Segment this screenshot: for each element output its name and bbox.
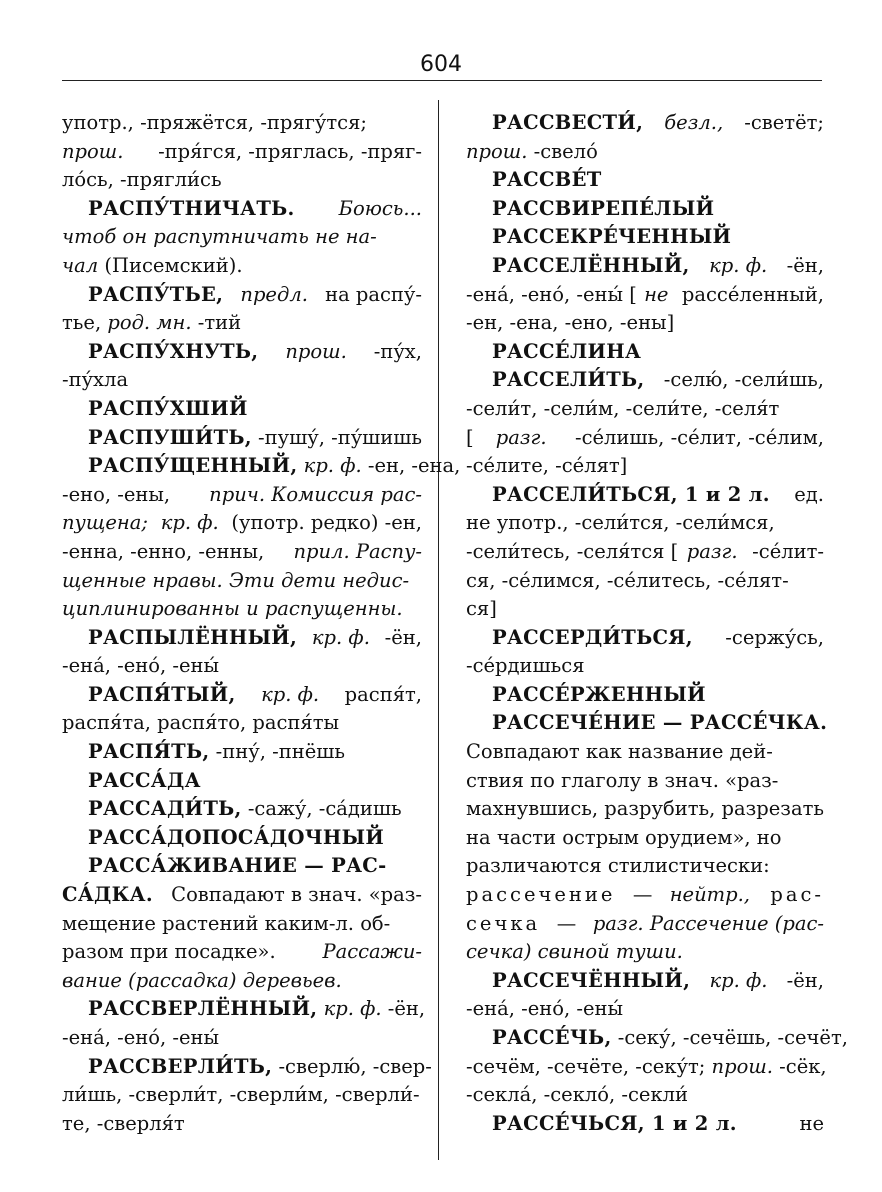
headword: РАСПУ́ТНИЧАТЬ.	[88, 196, 295, 220]
page-number: 604	[420, 52, 462, 77]
headword: РАССЕЧЕ́НИЕ — РАССЕ́ЧКА.	[492, 711, 828, 735]
left-column	[62, 109, 461, 1138]
entry-headline	[466, 681, 824, 710]
italic-note: чтоб он распутничать не на-	[62, 225, 377, 249]
text-line	[62, 366, 422, 395]
headword: РАСПУ́ХНУТЬ,	[88, 339, 259, 363]
entry-headline	[466, 1024, 848, 1053]
entry-headline	[466, 223, 824, 252]
text-line	[466, 309, 824, 338]
entry-headline	[466, 366, 824, 395]
headword: РАССВЕСТИ́,	[492, 111, 644, 134]
text-line	[466, 395, 824, 424]
text-run: -сечём, -сечёте, -секу́т;	[466, 1054, 712, 1078]
text-line	[466, 1081, 824, 1110]
italic-note: кр. ф.	[254, 682, 320, 706]
entry-headline	[62, 681, 422, 710]
italic-note: вание (рассадка) деревьев.	[62, 968, 342, 992]
text-line	[62, 223, 422, 252]
text-run: [	[466, 425, 474, 449]
italic-note: чал	[62, 253, 99, 277]
headword: РАСПЫЛЁННЫЙ,	[88, 625, 298, 649]
headword: РАССЕЧЁННЫЙ,	[492, 968, 691, 992]
entry-headline	[62, 795, 422, 824]
headword: РАССЕЛИ́ТЬСЯ, 1 и 2 л.	[492, 482, 770, 506]
entry-headline	[466, 1110, 824, 1139]
text-run: -се́лите, -се́лят]	[466, 454, 628, 478]
text-run: рассе́ленный,	[675, 282, 824, 306]
headword: РАСПУ́ЩЕННЫЙ,	[88, 454, 298, 478]
text-line	[62, 567, 422, 596]
text-run: -се́лит-	[745, 539, 824, 563]
headword: РАССЕ́ЧЬСЯ, 1 и 2 л.	[492, 1111, 737, 1135]
entry-headline	[466, 252, 824, 281]
text-run: —	[626, 883, 659, 907]
entry-headline	[466, 109, 824, 138]
text-line	[62, 709, 422, 738]
headword: РАСПУШИ́ТЬ,	[88, 425, 252, 449]
text-line	[466, 795, 824, 824]
text-run: тье,	[62, 311, 108, 335]
text-run: -сёк,	[772, 1054, 827, 1078]
headword: СА́ДКА.	[62, 883, 153, 907]
entry-headline	[466, 967, 824, 996]
text-run: на части острым орудием», но	[466, 825, 782, 849]
text-run: -пу́хла	[62, 368, 129, 392]
text-run: -ено, -ены,	[62, 482, 177, 506]
entry-headline	[62, 995, 426, 1024]
text-run: -ена́, -ено́, -ены́ [	[466, 282, 637, 306]
text-line	[466, 281, 824, 310]
entry-headline	[62, 452, 461, 481]
text-run: махнувшись, разрубить, разрезать	[466, 797, 824, 821]
text-line	[62, 1081, 422, 1110]
text-line	[62, 595, 422, 624]
italic-note: Боюсь...	[332, 196, 422, 220]
text-line	[466, 509, 824, 538]
text-run: распя́т,	[338, 682, 422, 706]
text-run: -ена́, -ено́, -ены́	[466, 997, 624, 1021]
text-run: -пушу́, -пу́шишь	[251, 425, 423, 449]
right-column	[466, 109, 848, 1138]
headword: РАСПУ́ХШИЙ	[88, 396, 248, 420]
text-line	[466, 881, 824, 910]
entry-headline	[62, 195, 422, 224]
text-run: -свело́	[527, 139, 598, 163]
headword: РАССА́ЖИВАНИЕ — РАС-	[88, 854, 387, 878]
text-line	[62, 1110, 422, 1139]
entry-headline	[466, 338, 824, 367]
text-run: (употр. редко) -ен,	[225, 511, 422, 535]
text-run: -пну́, -пнёшь	[209, 740, 345, 764]
text-run: -светёт;	[738, 111, 824, 134]
text-line	[62, 166, 422, 195]
entry-headline	[466, 624, 824, 653]
headword: РАССВИРЕПЕ́ЛЫЙ	[492, 196, 715, 220]
text-run: -ён,	[378, 625, 422, 649]
italic-note: прош.	[466, 139, 528, 163]
italic-note: прош.	[62, 139, 124, 163]
text-line	[466, 595, 824, 624]
italic-note: прич. Комиссия рас-	[209, 482, 422, 506]
text-run: распя́та, распя́то, распя́ты	[62, 711, 340, 735]
italic-note: разг. Рассечение (рас-	[592, 911, 824, 935]
entry-headline	[62, 1053, 432, 1082]
italic-note: безл.,	[658, 111, 724, 134]
text-run: -ена́, -ено́, -ены́	[62, 654, 220, 678]
text-line	[62, 481, 422, 510]
text-run: -ен, -ена, -ено, -ены]	[466, 311, 675, 335]
text-line	[466, 567, 824, 596]
text-run: -се́рдишься	[466, 654, 585, 678]
headword: РАССВЕРЛИ́ТЬ,	[88, 1054, 273, 1078]
italic-note: нейтр.,	[669, 883, 751, 907]
text-run: -ён,	[780, 968, 824, 992]
text-line	[62, 881, 422, 910]
headword: РАССВЕРЛЁННЫЙ,	[88, 997, 318, 1021]
text-line	[62, 509, 422, 538]
entry-headline	[466, 709, 828, 738]
italic-note: пущена;	[62, 511, 148, 535]
text-run: -сержу́сь,	[719, 625, 824, 649]
entry-headline	[466, 166, 824, 195]
headword: РАССЕ́ЧЬ,	[492, 1026, 612, 1049]
text-line	[466, 824, 824, 853]
italic-note: не	[644, 282, 669, 306]
entry-headline	[466, 481, 824, 510]
text-run: -енна, -енно, -енны,	[62, 539, 271, 563]
entry-headline	[62, 824, 422, 853]
headword: РАССЕРДИ́ТЬСЯ,	[492, 625, 693, 649]
text-run: те, -сверля́т	[62, 1111, 185, 1135]
column-divider	[438, 100, 439, 1160]
headword: РАССВЕ́Т	[492, 168, 602, 192]
italic-note: сечка) свиной туши.	[466, 940, 683, 964]
italic-note: разг.	[686, 539, 738, 563]
text-line	[62, 652, 422, 681]
text-line	[466, 538, 824, 567]
italic-note: кр. ф.	[317, 997, 382, 1021]
text-run: на распу́-	[318, 282, 422, 306]
text-run: -се́лишь, -се́лит, -се́лим,	[568, 425, 824, 449]
text-run: Совпадают в знач. «раз-	[164, 883, 422, 907]
text-run: -ена́, -ено́, -ены́	[62, 1026, 220, 1049]
headword: РАССЕ́РЖЕННЫЙ	[492, 682, 706, 706]
italic-note: Рассажи-	[322, 940, 422, 964]
spaced-term: рассечение	[466, 883, 616, 907]
text-run: разом при посадке».	[62, 940, 282, 964]
headword: РАССА́ДОПОСА́ДОЧНЫЙ	[88, 825, 385, 849]
text-run: -секла́, -секло́, -секли́	[466, 1083, 689, 1107]
text-run: -сели́т, -сели́м, -сели́те, -селя́т	[466, 396, 780, 420]
text-run: мещение растений каким-л. об-	[62, 911, 391, 935]
spaced-term: сечка	[466, 911, 541, 935]
text-run: употр., -пряжётся, -прягу́тся;	[62, 111, 367, 134]
text-run: ствия по глаголу в знач. «раз-	[466, 768, 779, 792]
text-line	[62, 938, 422, 967]
text-line	[466, 652, 824, 681]
text-run: -ён,	[780, 253, 824, 277]
text-run: -пу́х,	[367, 339, 422, 363]
text-line	[62, 109, 422, 138]
italic-note: предл.	[234, 282, 308, 306]
italic-note: кр. ф.	[154, 511, 219, 535]
text-line	[466, 424, 824, 453]
italic-note: прош.	[711, 1054, 773, 1078]
entry-headline	[62, 624, 422, 653]
text-run: -сели́тесь, -селя́тся [	[466, 539, 679, 563]
headword: РАССЕ́ЛИНА	[492, 339, 642, 363]
entry-headline	[466, 195, 824, 224]
text-run: -сажу́, -са́дишь	[241, 797, 402, 821]
headword: РАССЕЛЁННЫЙ,	[492, 253, 690, 277]
text-line	[62, 910, 422, 939]
text-run: ед.	[788, 482, 824, 506]
italic-note: циплинированны и распущенны.	[62, 597, 403, 621]
text-run: ли́шь, -сверли́т, -сверли́м, -сверли́-	[62, 1083, 420, 1107]
entry-headline	[62, 424, 422, 453]
text-run: -селю́, -сели́шь,	[657, 368, 824, 392]
text-run: -секу́, -сечёшь, -сечёт,	[611, 1026, 848, 1049]
text-run: -тий	[191, 311, 242, 335]
text-line	[466, 852, 824, 881]
entry-headline	[62, 852, 422, 881]
text-run: —	[550, 911, 583, 935]
text-line	[62, 967, 422, 996]
text-line	[466, 452, 824, 481]
header-rule	[62, 80, 822, 81]
entry-headline	[62, 738, 422, 767]
text-run: ло́сь, -прягли́сь	[62, 168, 222, 192]
italic-note: кр. ф.	[297, 454, 362, 478]
italic-note: род. мн.	[107, 311, 192, 335]
headword: РАССЕЛИ́ТЬ,	[492, 368, 645, 392]
text-run: (Писемский).	[98, 253, 243, 277]
italic-note: разг.	[495, 425, 547, 449]
text-run: Совпадают как название дей-	[466, 740, 773, 764]
headword: РАССАДИ́ТЬ,	[88, 797, 242, 821]
headword: РАССЕКРЕ́ЧЕННЫЙ	[492, 225, 732, 249]
headword: РАСПЯ́ТЫЙ,	[88, 682, 236, 706]
text-line	[62, 138, 422, 167]
text-run: ся]	[466, 597, 497, 621]
italic-note: кр. ф.	[305, 625, 370, 649]
text-line	[466, 767, 824, 796]
text-line	[62, 1024, 422, 1053]
text-run: различаются стилистически:	[466, 854, 770, 878]
text-line	[62, 538, 422, 567]
entry-headline	[62, 281, 422, 310]
spaced-term: рас-	[761, 883, 824, 907]
headword: РАССА́ДА	[88, 768, 201, 792]
italic-note: кр. ф.	[703, 968, 768, 992]
entry-headline	[62, 338, 422, 367]
italic-note: прош.	[279, 339, 347, 363]
italic-note: прил. Распу-	[293, 539, 422, 563]
headword: РАСПУ́ТЬЕ,	[88, 282, 224, 306]
entry-headline	[62, 395, 422, 424]
italic-note: кр. ф.	[702, 253, 768, 277]
text-run: не	[793, 1111, 824, 1135]
text-run: не употр., -сели́тся, -сели́мся,	[466, 511, 775, 535]
text-line	[466, 738, 824, 767]
text-run: -пря́гся, -пряглась, -пряг-	[151, 139, 422, 163]
text-line	[466, 138, 824, 167]
headword: РАСПЯ́ТЬ,	[88, 740, 210, 764]
text-run: ся, -се́лимся, -се́литесь, -се́лят-	[466, 568, 789, 592]
text-line	[466, 938, 824, 967]
text-run: -ён,	[381, 997, 426, 1021]
entry-headline	[62, 767, 422, 796]
text-line	[466, 1053, 827, 1082]
text-line	[466, 910, 824, 939]
text-run: -ен, -ена,	[361, 454, 461, 478]
text-line	[62, 252, 422, 281]
text-run: -сверлю́, -свер-	[272, 1054, 432, 1078]
text-line	[466, 995, 824, 1024]
text-line	[62, 309, 422, 338]
italic-note: щенные нравы. Эти дети недис-	[62, 568, 410, 592]
